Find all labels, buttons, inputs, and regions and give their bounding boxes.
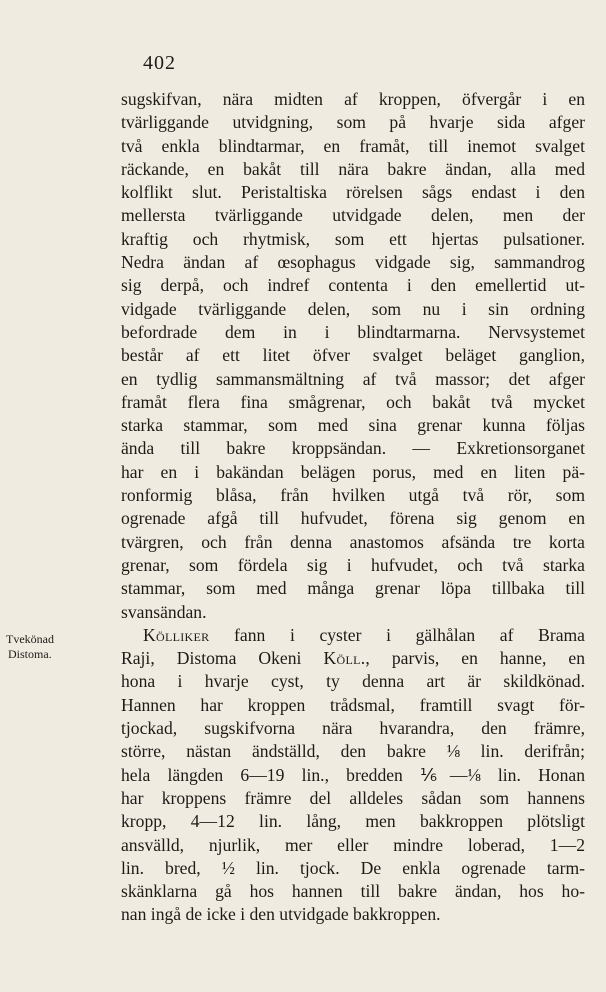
text-line: sig derpå, och indref contenta i den emellertid ut- bbox=[121, 275, 585, 296]
body-text bbox=[121, 88, 585, 927]
text-line: sugskifvan, nära midten af kroppen, öfvergår i en bbox=[121, 89, 585, 109]
margin-note-line: Distoma. bbox=[8, 647, 52, 661]
text-line: nan ingå de icke i den utvidgade bakkroppen. bbox=[121, 904, 441, 925]
author-abbrev: Köll. bbox=[323, 648, 366, 669]
text-line: två enkla blindtarmar, en framåt, till inemot svalget bbox=[121, 135, 585, 156]
margin-note bbox=[6, 632, 54, 662]
text-line: vidgade tvärliggande delen, som nu i sin ordning bbox=[121, 298, 585, 319]
text-line: hona i hvarje cyst, ty denna art är skildkönad. bbox=[121, 671, 585, 692]
text-line: stammar, som med många grenar löpa tillbaka till bbox=[121, 578, 585, 599]
text-run: , parvis, en hanne, en bbox=[365, 648, 585, 669]
text-line bbox=[121, 624, 585, 647]
author-name: Kölliker bbox=[143, 624, 210, 645]
text-line: en tydlig sammansmältning af två massor; det afger bbox=[121, 368, 585, 389]
text-run: Raji, Distoma Okeni bbox=[121, 648, 324, 669]
text-line: svansändan. bbox=[121, 601, 207, 622]
page-number: 402 bbox=[143, 52, 176, 74]
text-line: grenar, som fördela sig i hufvudet, och två starka bbox=[121, 554, 585, 575]
text-line: kolflikt slut. Peristaltiska rörelsen sågs endast i den bbox=[121, 182, 585, 203]
text-line: skänklarna gå hos hannen till bakre ändan, hos ho- bbox=[121, 881, 585, 902]
text-line: ansvälld, njurlik, mer eller mindre loberad, 1—2 bbox=[121, 834, 585, 855]
text-line: starka stammar, som med sina grenar kunna följas bbox=[121, 415, 585, 436]
text-line: kropp, 4—12 lin. lång, men bakkroppen plötsligt bbox=[121, 811, 585, 832]
text-line: ogrenade afgå till hufvudet, förena sig genom en bbox=[121, 508, 585, 529]
text-line: består af ett litet öfver svalget beläget ganglion, bbox=[121, 345, 585, 366]
text-line: tjockad, sugskifvorna nära hvarandra, den främre, bbox=[121, 718, 585, 739]
margin-note-line: Tvekönad bbox=[6, 632, 54, 646]
text-line: tvärliggande utvidgning, som på hvarje sida afger bbox=[121, 112, 585, 133]
text-line bbox=[121, 647, 585, 670]
text-line: hela längden 6—19 lin., bredden ⅙—⅛ lin. Honan bbox=[121, 764, 585, 785]
text-run: fann i cyster i gälhålan af Brama bbox=[209, 624, 585, 645]
text-line: Nedra ändan af œsophagus vidgade sig, sammandrog bbox=[121, 252, 585, 273]
text-line: har en i bakändan belägen porus, med en liten pä- bbox=[121, 461, 585, 482]
text-line: tvärgren, och från denna anastomos afsända tre korta bbox=[121, 531, 585, 552]
text-line: ända till bakre kroppsändan. — Exkretionsorganet bbox=[121, 438, 585, 459]
text-line: befordrade dem in i blindtarmarna. Nervsystemet bbox=[121, 321, 585, 342]
text-line: större, nästan ändställd, den bakre ⅛ lin. derifrån; bbox=[121, 741, 585, 762]
text-line: har kroppens främre del alldeles sådan som hannens bbox=[121, 787, 585, 808]
text-line: mellersta tvärliggande utvidgade delen, men der bbox=[121, 205, 585, 226]
text-line: lin. bred, ½ lin. tjock. De enkla ogrenade tarm- bbox=[121, 857, 585, 878]
text-line: Hannen har kroppen trådsmal, framtill svagt för- bbox=[121, 694, 585, 715]
text-line: räckande, en bakåt till nära bakre ändan, alla med bbox=[121, 158, 585, 179]
text-line: framåt flera fina smågrenar, och bakåt två mycket bbox=[121, 391, 585, 412]
text-line: ronformig blåsa, från hvilken utgå två rör, som bbox=[121, 485, 585, 506]
text-line: kraftig och rhytmisk, som ett hjertas pulsationer. bbox=[121, 228, 585, 249]
